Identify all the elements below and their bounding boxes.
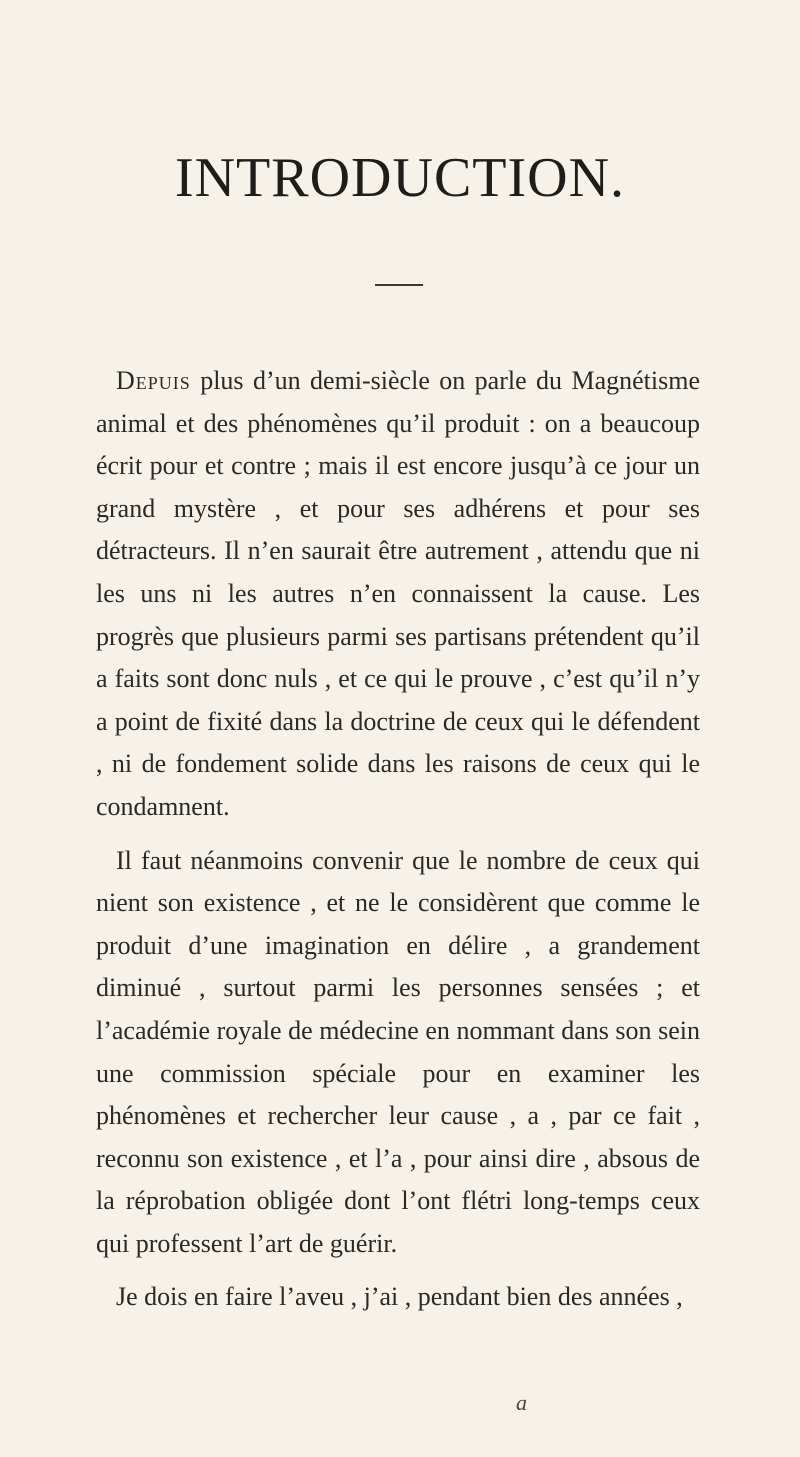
- paragraph-2: Il faut néanmoins convenir que le nombre de ceux qui nient son existence , et ne le considèrent que comme le produit d’une imagination en délire , a grandement diminué , surtout parmi les personnes sensées ; et l’académie royale de médecine en nommant dans son sein une commission spéciale pour en examiner les phénomènes et rechercher leur cause , a , par ce fait , reconnu son existence , et l’a , pour ainsi dire , absous de la réprobation obligée dont l’ont flétri long-temps ceux qui professent l’art de guérir.: [96, 845, 700, 1258]
- page-title: INTRODUCTION.: [174, 147, 626, 209]
- signature-mark: a: [516, 1390, 527, 1415]
- paragraph-1-text: plus d’un demi-siècle on parle du Magnétisme animal et des phénomènes qu’il produit : on a beaucoup écrit pour et contre ; mais il est encore jusqu’à ce jour un grand mystère , et pour ses adhérens et pour ses détracteurs. Il n’en saurait être autrement , attendu que ni les uns ni les autres n’en connaissent la cause. Les progrès que plusieurs parmi ses partisans prétendent qu’il a faits sont donc nuls , et ce qui le prouve , c’est qu’il n’y a point de fixité dans la doctrine de ceux qui le défendent , ni de fondement solide dans les raisons de ceux qui le condamnent.: [96, 366, 700, 821]
- paragraph-3: Je dois en faire l’aveu , j’ai , pendant bien des années ,: [116, 1282, 683, 1312]
- body-text: [96, 360, 700, 1319]
- title-rule-divider: [375, 284, 423, 286]
- paragraph-1-lead-word: Depuis: [116, 366, 191, 395]
- paragraph-1: [96, 360, 700, 829]
